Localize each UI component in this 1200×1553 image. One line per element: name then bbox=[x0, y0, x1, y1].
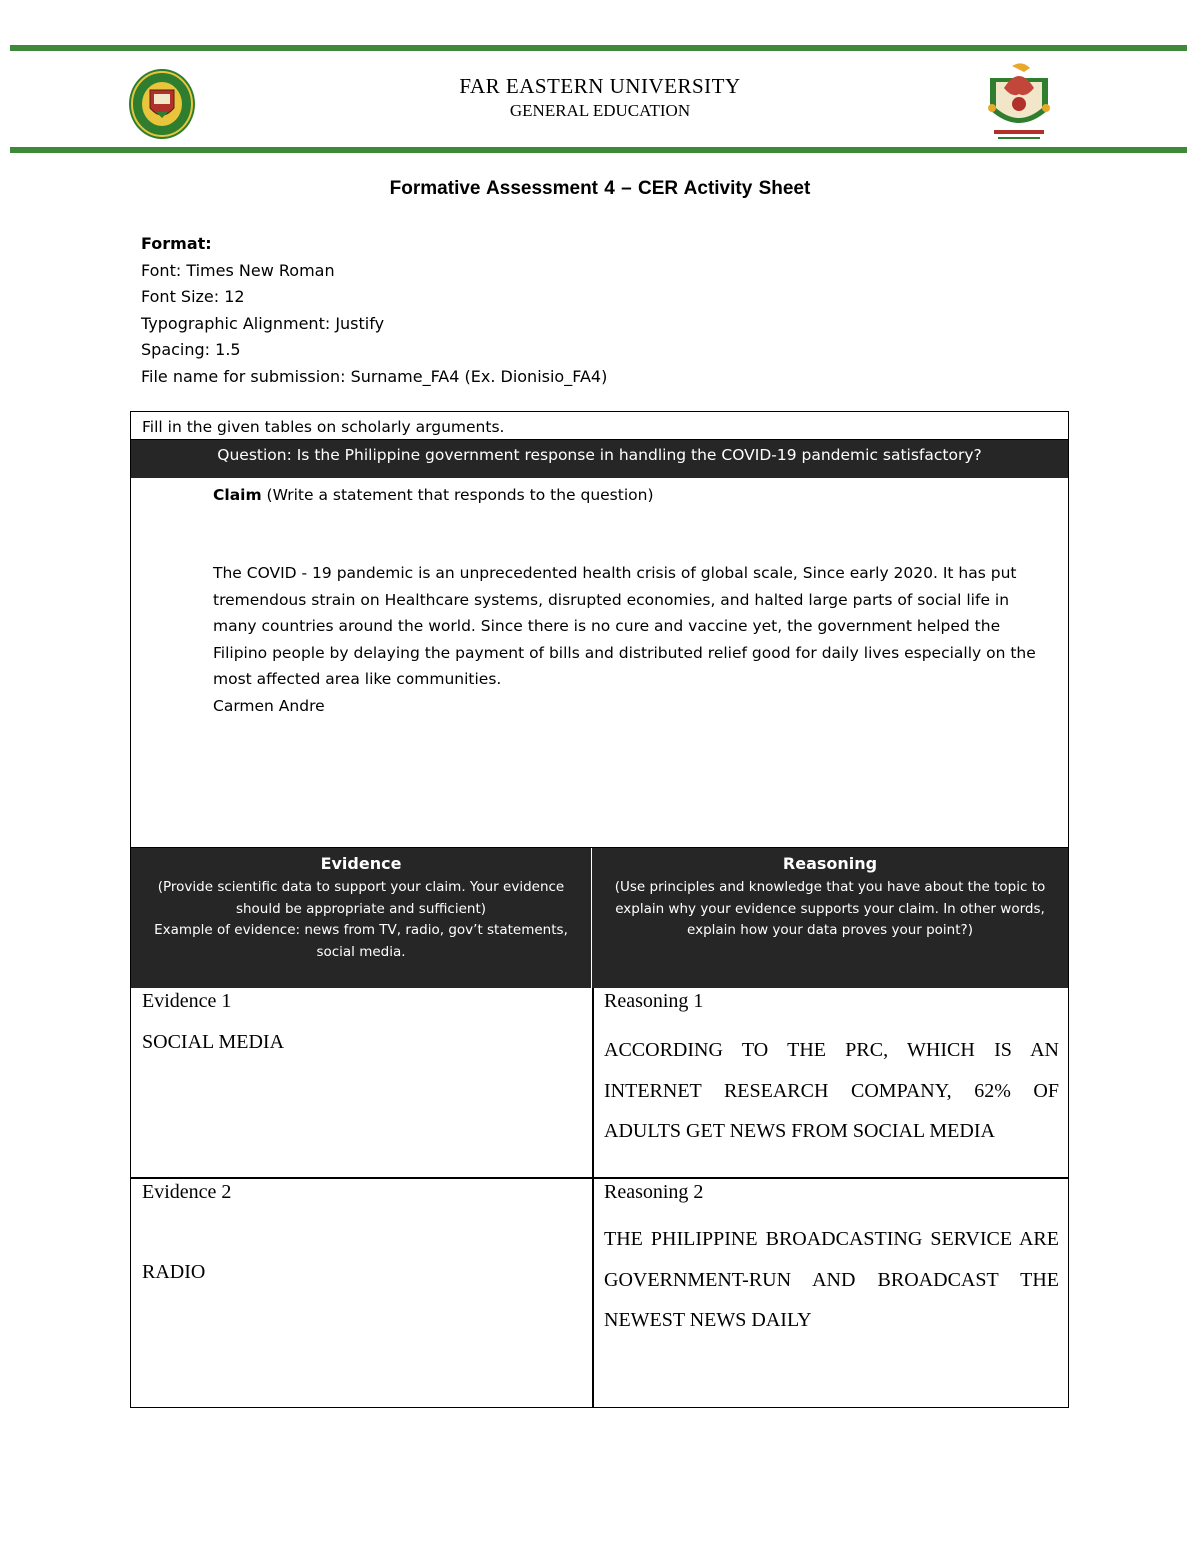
reasoning-header-cell bbox=[592, 848, 1068, 988]
header-bottom-rule bbox=[10, 147, 1187, 153]
evidence-2-value[interactable]: RADIO bbox=[142, 1261, 206, 1283]
claim-hint: (Write a statement that responds to the question) bbox=[261, 486, 654, 504]
format-heading: Format: bbox=[141, 234, 212, 253]
format-line-alignment: Typographic Alignment: Justify bbox=[141, 313, 385, 333]
claim-author: Carmen Andre bbox=[213, 696, 325, 715]
table-row-divider bbox=[131, 1177, 1068, 1179]
question-banner: Question: Is the Philippine government response in handling the COVID-19 pandemic satisfactory? bbox=[131, 439, 1068, 478]
table-column-divider bbox=[592, 988, 594, 1407]
claim-text: The COVID - 19 pandemic is an unprecedented health crisis of global scale, Since early 2020. It has put tremendous strain on Healthcare systems, disrupted economies, and halted large parts of social life in many countries around the world. Since there is no cure and vaccine yet, the government helped the Filipino people by delaying the payment of bills and distributed relief good for daily lives especially on the most affected area like communities. bbox=[213, 564, 1036, 688]
cer-activity-table bbox=[130, 411, 1069, 1408]
reasoning-2-value[interactable]: THE PHILIPPINE BROADCASTING SERVICE ARE GOVERNMENT-RUN AND BROADCAST THE NEWEST NEWS DAILY bbox=[604, 1228, 1059, 1331]
table-instruction: Fill in the given tables on scholarly arguments. bbox=[142, 418, 505, 436]
reasoning-1-value[interactable]: ACCORDING TO THE PRC, WHICH IS AN INTERNET RESEARCH COMPANY, 62% OF ADULTS GET NEWS FROM SOCIAL MEDIA bbox=[604, 1039, 1059, 1142]
reasoning-header-desc: (Use principles and knowledge that you have about the topic to explain why your evidence supports your claim. In other words, explain how your data proves your point?) bbox=[614, 879, 1046, 938]
reasoning-header-title: Reasoning bbox=[782, 854, 878, 873]
evidence-1-label: Evidence 1 bbox=[142, 990, 232, 1012]
evidence-2-label: Evidence 2 bbox=[142, 1181, 232, 1203]
format-line-spacing: Spacing: 1.5 bbox=[141, 340, 241, 359]
evidence-reasoning-header bbox=[131, 848, 1068, 988]
university-name: FAR EASTERN UNIVERSITY bbox=[459, 74, 741, 98]
evidence-1-value[interactable]: SOCIAL MEDIA bbox=[142, 1031, 285, 1053]
format-line-font-size: Font Size: 12 bbox=[141, 287, 245, 306]
claim-cell[interactable] bbox=[131, 478, 1068, 848]
claim-body bbox=[213, 560, 1043, 719]
format-block bbox=[141, 231, 607, 390]
evidence-header-cell bbox=[131, 848, 592, 988]
header-top-rule bbox=[10, 45, 1187, 51]
format-line-font: Font: Times New Roman bbox=[141, 260, 335, 280]
reasoning-2-label: Reasoning 2 bbox=[604, 1181, 704, 1203]
document-title: Formative Assessment 4 – CER Activity Sheet bbox=[389, 178, 811, 199]
format-line-file-name: File name for submission: Surname_FA4 (Ex. Dionisio_FA4) bbox=[141, 366, 608, 386]
claim-heading bbox=[213, 486, 654, 504]
evidence-header-example: Example of evidence: news from TV, radio, gov’t statements, social media. bbox=[154, 922, 568, 960]
department-name: GENERAL EDUCATION bbox=[509, 101, 691, 120]
reasoning-1-label: Reasoning 1 bbox=[604, 990, 704, 1012]
claim-label: Claim bbox=[213, 486, 262, 504]
evidence-header-title: Evidence bbox=[320, 854, 402, 873]
evidence-header-desc: (Provide scientific data to support your claim. Your evidence should be appropriate and sufficient) bbox=[157, 879, 565, 917]
